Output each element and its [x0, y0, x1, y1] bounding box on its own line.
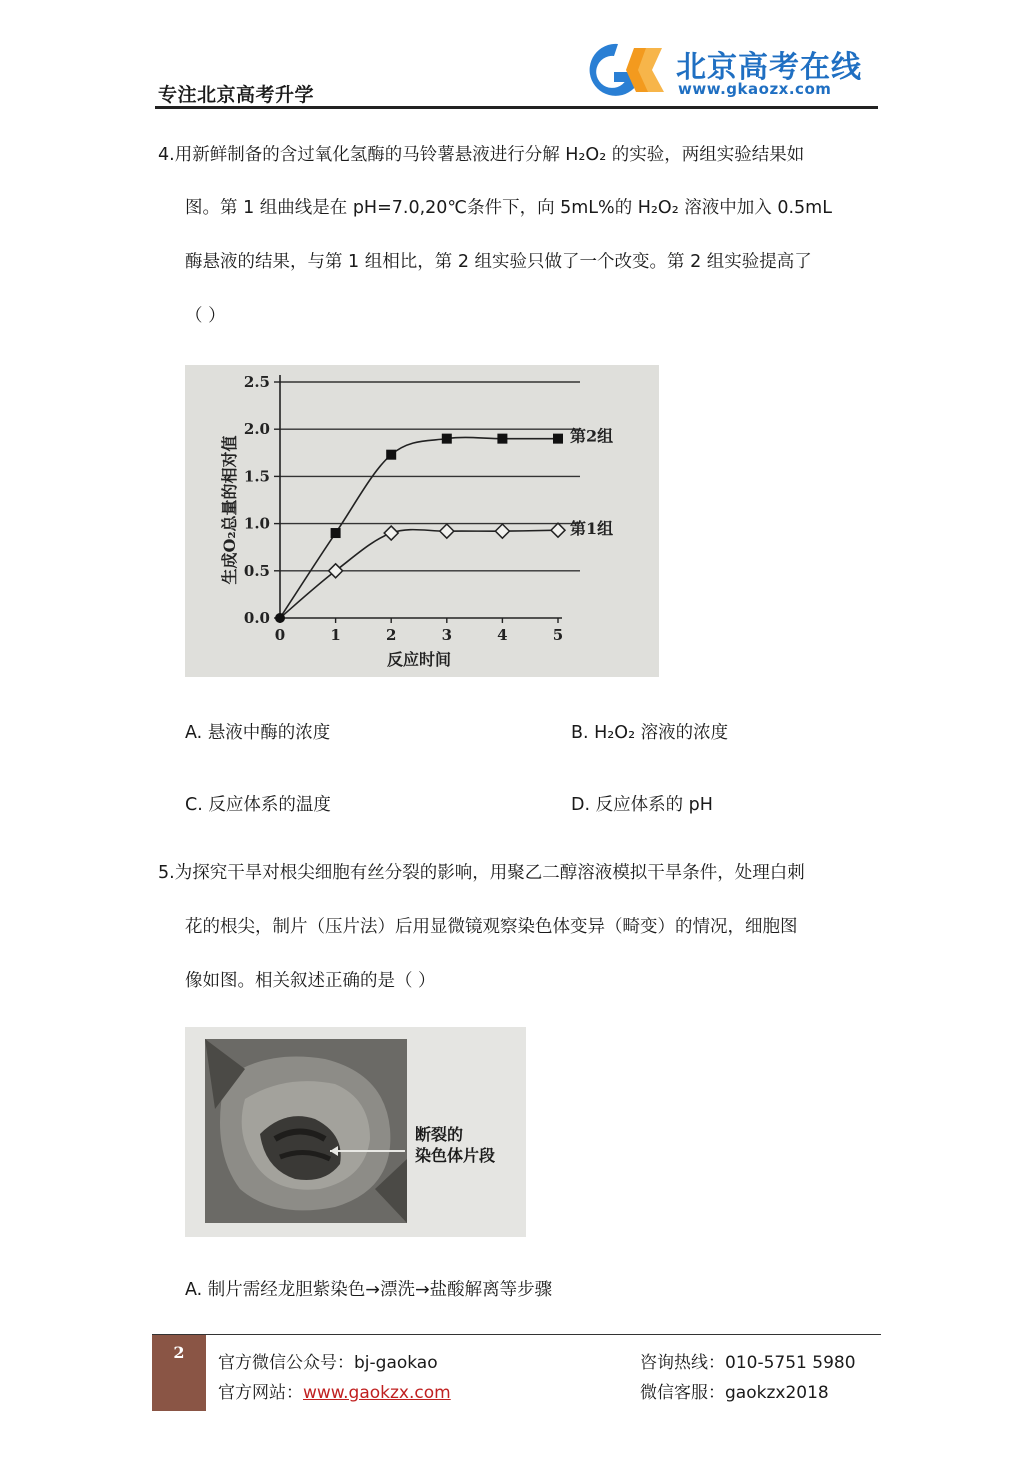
- q4-option-d[interactable]: D. 反应体系的 pH: [571, 795, 713, 815]
- x-tick-label: 0: [274, 626, 286, 644]
- footer-hotline: 咨询热线：010-5751 5980: [640, 1353, 856, 1373]
- x-tick-label: 2: [385, 626, 397, 644]
- legend-label: 第2组: [570, 426, 614, 446]
- y-tick-label: 1.5: [243, 467, 270, 486]
- y-tick-label: 2.5: [243, 373, 270, 391]
- footer-divider: [152, 1334, 881, 1335]
- data-point: [440, 524, 454, 538]
- q4-option-a[interactable]: A. 悬液中酶的浓度: [185, 723, 331, 743]
- header-divider: [155, 106, 878, 109]
- micrograph-annotation: [415, 1125, 495, 1167]
- x-axis-label: 反应时间: [386, 650, 452, 669]
- x-tick-label: 4: [497, 626, 508, 644]
- data-point: [551, 523, 565, 537]
- data-point: [553, 434, 563, 444]
- q5-line-2: 花的根尖，制片（压片法）后用显微镜观察染色体变异（畸变）的情况，细胞图: [185, 917, 798, 937]
- data-point: [275, 613, 285, 623]
- y-tick-label: 1.0: [243, 514, 270, 533]
- legend-label: 第1组: [570, 519, 614, 539]
- data-point: [331, 528, 341, 538]
- q4-answer-blank: （ ）: [185, 306, 226, 326]
- series-line-1: [280, 437, 558, 618]
- x-tick-label: 3: [441, 626, 453, 644]
- data-point: [497, 434, 507, 444]
- y-axis-label: 生成O₂总量的相对值: [220, 435, 239, 585]
- footer-website: [218, 1378, 451, 1403]
- footer-wechat: 官方微信公众号：bj-gaokao: [218, 1353, 438, 1373]
- y-tick-label: 0.0: [243, 609, 270, 627]
- series-line-2: [280, 530, 558, 618]
- footer-service: 微信客服：gaokzx2018: [640, 1383, 829, 1403]
- footer-website-link[interactable]: www.gaokzx.com: [303, 1383, 451, 1403]
- page-number: 2: [152, 1335, 206, 1411]
- data-point: [386, 450, 396, 460]
- logo-url: www.gkaozx.com: [678, 80, 832, 98]
- header-slogan: 专注北京高考升学: [158, 84, 315, 106]
- data-point: [495, 524, 509, 538]
- o2-chart: [185, 365, 659, 677]
- x-tick-label: 5: [552, 626, 564, 644]
- data-point: [384, 526, 398, 540]
- o2-chart-svg: [185, 365, 659, 677]
- micrograph-annotation-line-1: 断裂的: [415, 1125, 464, 1144]
- q4-line-3: 酶悬液的结果，与第 1 组相比，第 2 组实验只做了一个改变。第 2 组实验提高了: [185, 252, 812, 272]
- micrograph-annotation-line-2: 染色体片段: [415, 1145, 496, 1165]
- q4-option-b[interactable]: B. H₂O₂ 溶液的浓度: [571, 723, 729, 743]
- data-point: [329, 564, 343, 578]
- q5-option-a[interactable]: A. 制片需经龙胆紫染色→漂洗→盐酸解离等步骤: [185, 1280, 553, 1300]
- gk-logo-icon: [578, 38, 674, 102]
- q4-line-2: 图。第 1 组曲线是在 pH=7.0,20℃条件下，向 5mL%的 H₂O₂ 溶液中加入 0.5mL: [185, 198, 832, 218]
- logo-title: 北京高考在线: [676, 50, 862, 85]
- y-tick-label: 2.0: [243, 420, 270, 439]
- cell-micrograph-image: [205, 1039, 407, 1223]
- cell-micrograph-figure: [185, 1027, 526, 1237]
- y-tick-label: 0.5: [243, 561, 270, 580]
- q5-line-1: 5.为探究干旱对根尖细胞有丝分裂的影响，用聚乙二醇溶液模拟干旱条件，处理白刺: [158, 863, 805, 883]
- q4-option-c[interactable]: C. 反应体系的温度: [185, 795, 331, 815]
- footer-website-label: 官方网站：: [218, 1383, 303, 1403]
- brand-logo[interactable]: [578, 38, 878, 102]
- q4-line-1: 4.用新鲜制备的含过氧化氢酶的马铃薯悬液进行分解 H₂O₂ 的实验，两组实验结果如: [158, 145, 805, 165]
- x-tick-label: 1: [330, 626, 341, 644]
- q5-line-3: 像如图。相关叙述正确的是（ ）: [185, 971, 436, 991]
- data-point: [442, 434, 452, 444]
